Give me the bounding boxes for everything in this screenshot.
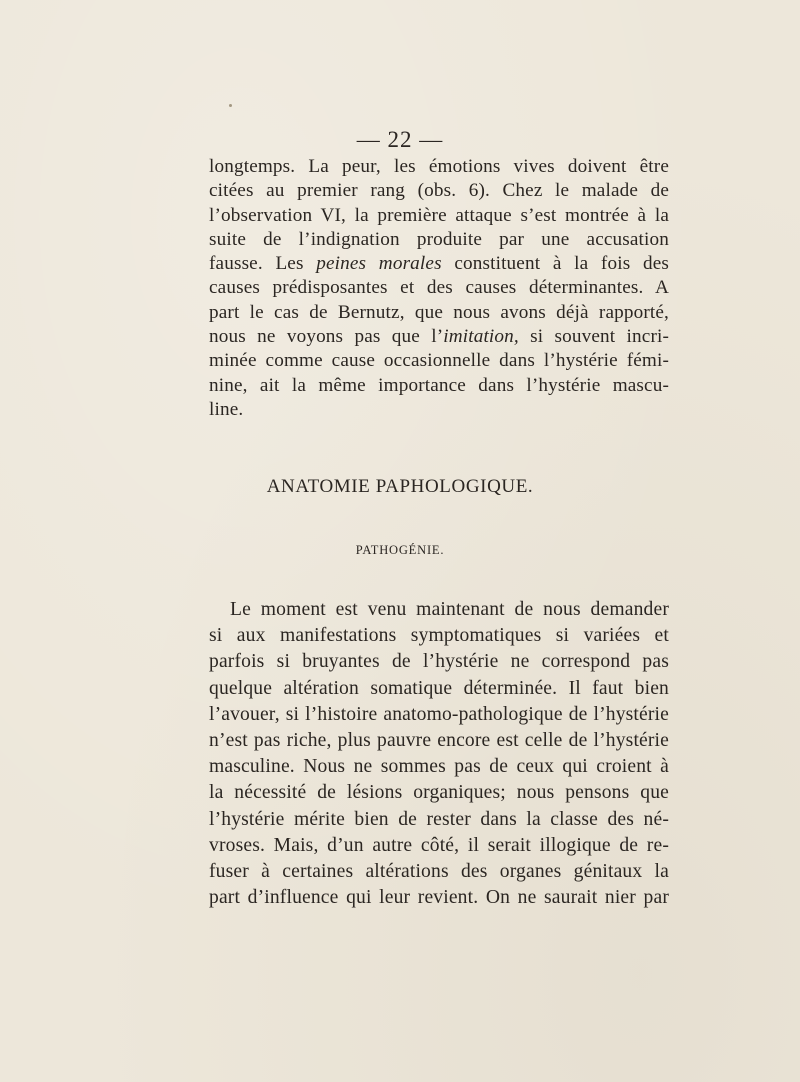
paragraph-causes — [209, 155, 669, 422]
subsection-heading: PATHOGÉNIE. — [355, 543, 445, 557]
text-line: masculine. Nous ne sommes pas de ceux qui croient à — [209, 756, 669, 778]
italic-term-imitation: imitation, — [443, 326, 519, 348]
text-line — [209, 252, 669, 276]
text-line: part d’influence qui leur revient. On ne saurait nier par — [209, 887, 669, 909]
page-number: — 22 — — [356, 127, 444, 152]
section-heading: ANATOMIE PAPHOLOGIQUE. — [266, 476, 534, 497]
paragraph-pathogenie — [209, 597, 669, 911]
text-line: citées au premier rang (obs. 6). Chez le malade de — [209, 180, 669, 202]
text-line: la nécessité de lésions organiques; nous pensons que — [209, 782, 669, 804]
ink-speck — [229, 104, 232, 107]
text-run: nous ne voyons pas que l’ — [209, 326, 444, 348]
text-line: si aux manifestations symptomatiques si variées et — [209, 625, 669, 647]
text-line: minée comme cause occasionnelle dans l’hystérie fémi- — [209, 350, 669, 372]
text-run: constituent à la fois des — [441, 253, 669, 275]
text-line: l’avouer, si l’histoire anatomo-pathologique de l’hystérie — [209, 703, 669, 725]
text-line: vroses. Mais, d’un autre côté, il serait illogique de re- — [209, 834, 669, 856]
text-line — [209, 325, 669, 349]
text-line: line. — [209, 398, 244, 420]
text-line: suite de l’indignation produite par une accusation — [209, 228, 669, 250]
text-run: si souvent incri- — [518, 326, 669, 348]
text-line: part le cas de Bernutz, que nous avons déjà rapporté, — [209, 301, 669, 323]
text-line: longtemps. La peur, les émotions vives doivent être — [209, 156, 669, 177]
text-line: l’hystérie mérite bien de rester dans la classe des né- — [209, 808, 669, 830]
text-line: parfois si bruyantes de l’hystérie ne correspond pas — [209, 651, 669, 673]
italic-term-peines-morales: peines morales — [316, 253, 442, 275]
text-line: fuser à certaines altérations des organes génitaux la — [209, 860, 669, 882]
text-line: l’observation VI, la première attaque s’est montrée à la — [209, 204, 669, 226]
text-line: nine, ait la même importance dans l’hystérie mascu- — [209, 374, 669, 396]
text-line: quelque altération somatique déterminée. Il faut bien — [209, 677, 669, 699]
text-line: n’est pas riche, plus pauvre encore est celle de l’hystérie — [209, 729, 669, 751]
text-run: fausse. Les — [209, 253, 317, 275]
text-line: causes prédisposantes et des causes déterminantes. A — [209, 277, 669, 299]
text-line: Le moment est venu maintenant de nous demander — [230, 599, 669, 620]
